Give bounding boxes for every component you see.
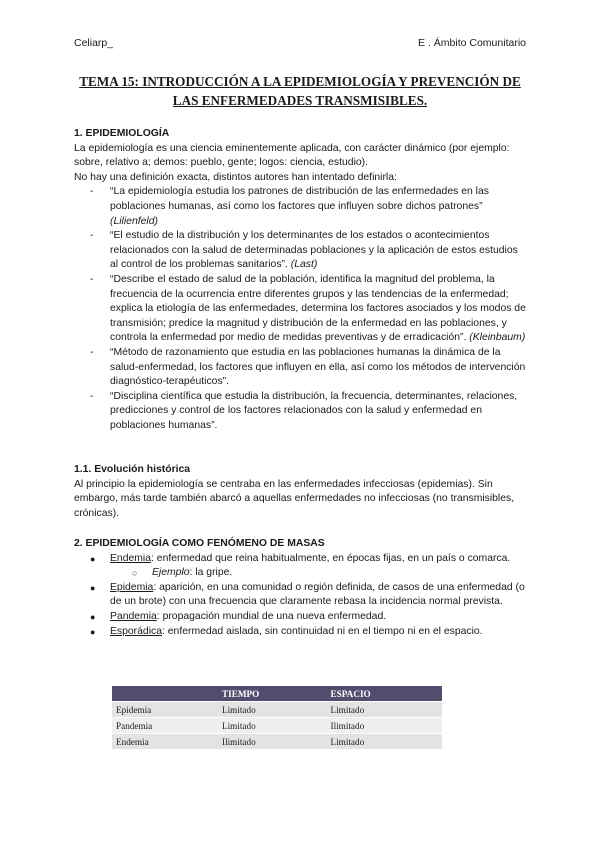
table-cell: Limitado <box>327 702 442 718</box>
definition-item <box>74 185 528 229</box>
table-cell: Epidemia <box>112 702 218 718</box>
title-line-2: LAS ENFERMEDADES TRANSMISIBLES. <box>172 93 428 108</box>
term-definition: : aparición, en una comunidad o región definida, de casos de una enfermedad (o de un brote) con una frecuencia que claramente rebasa la incidencia normal prevista. <box>110 581 525 608</box>
definition-text: “Disciplina científica que estudia la distribución, la frecuencia, determinantes, relaciones, predicciones y control de los factores relacionados con la salud y enfermedad en poblaciones humanas”. <box>110 390 518 431</box>
title-line-1: TEMA 15: INTRODUCCIÓN A LA EPIDEMIOLOGÍA Y PREVENCIÓN DE <box>79 74 521 89</box>
table-row <box>112 702 442 718</box>
term-name: Epidemia <box>110 581 154 593</box>
dash-marker: - <box>90 230 94 242</box>
bullet-marker: ● <box>90 626 96 637</box>
term-name: Endemia <box>110 552 152 564</box>
example-text: : la gripe. <box>189 567 233 579</box>
term-item <box>74 610 528 625</box>
epidemiology-table <box>112 686 442 749</box>
table-cell: Ilimitado <box>327 718 442 734</box>
document-title <box>60 72 540 110</box>
table-cell: Ilimitado <box>218 734 327 750</box>
section-1-intro: La epidemiología es una ciencia eminentemente aplicada, con carácter dinámico (por ejemplo: sobre, relativo a; demos: pueblo, gente; logos: ciencia, estudio). <box>74 142 510 169</box>
header-right: E . Ámbito Comunitario <box>418 37 526 49</box>
term-name: Esporádica <box>110 625 162 637</box>
section-epidemiologia <box>74 127 528 433</box>
example-item <box>74 566 528 581</box>
definition-text: “La epidemiología estudia los patrones de distribución de las enfermedades en las poblaciones humanas, así como los factores que influyen sobre dichos patrones” <box>110 186 489 212</box>
table-header-cell: ESPACIO <box>327 686 442 702</box>
example-label: Ejemplo <box>152 567 190 579</box>
section-evolucion <box>74 463 528 521</box>
definition-item <box>74 346 528 390</box>
bullet-marker: ● <box>90 553 96 564</box>
table-header-row <box>112 686 442 702</box>
subsection-heading: 1.1. Evolución histórica <box>74 464 191 475</box>
term-item <box>74 625 528 640</box>
bullet-marker: ● <box>90 582 96 593</box>
definition-item <box>74 273 528 346</box>
term-definition: : enfermedad que reina habitualmente, en épocas fijas, en un país o comarca. <box>151 552 511 564</box>
definition-text: “Método de razonamiento que estudia en las poblaciones humanas la dinámica de la salud-enfermedad, los factores que influyen en ella, así como los métodos de intervención diagnóstico-terapéuticos”. <box>110 346 526 388</box>
table-cell: Limitado <box>218 702 327 718</box>
term-name: Pandemia <box>110 610 157 622</box>
table-cell: Endemia <box>112 734 218 750</box>
definition-text: “El estudio de la distribución y los determinantes de los estados o acontecimientos relacionados con la salud de determinadas poblaciones y la aplicación de estos estudios al control de los problemas sanitarios”. <box>110 230 518 271</box>
section-1-heading: 1. EPIDEMIOLOGÍA <box>74 128 170 139</box>
sub-bullet-marker: ○ <box>132 568 138 579</box>
dash-marker: - <box>90 186 94 198</box>
term-definition: : enfermedad aislada, sin continuidad ni en el tiempo ni en el espacio. <box>161 625 483 637</box>
definition-author: (Last) <box>290 259 318 271</box>
table-cell: Pandemia <box>112 718 218 734</box>
dash-marker: - <box>90 346 94 358</box>
table-header-cell: TIEMPO <box>218 686 327 702</box>
term-item <box>74 581 528 610</box>
bullet-marker: ● <box>90 611 96 622</box>
definition-author: (Kleinbaum) <box>469 332 526 344</box>
term-definition: : propagación mundial de una nueva enfermedad. <box>156 610 387 622</box>
table-cell: Limitado <box>218 718 327 734</box>
dash-marker: - <box>90 273 94 285</box>
section-1-intro-2: No hay una definición exacta, distintos autores han intentado definirla: <box>74 171 397 183</box>
header-left: Celiarp_ <box>74 37 114 49</box>
term-item <box>74 552 528 567</box>
table-cell: Limitado <box>327 734 442 750</box>
section-2-heading: 2. EPIDEMIOLOGÍA COMO FENÓMENO DE MASAS <box>74 538 325 549</box>
definition-text: “Describe el estado de salud de la población, identifica la magnitud del problema, la frecuencia de la ocurrencia entre diferentes grupos y las tendencias de la enfermedad; explica la etiología de las enfermedades, determina los factores asociados y los modos de transmisión; predice la magnitud y distribución de la enfermedad en las poblaciones, y controla la enfermedad por medio de medidas preventivas y de erradicación”. <box>110 273 526 344</box>
definition-author: (Lilienfeld) <box>110 215 158 227</box>
table-header-cell <box>112 686 218 702</box>
dash-marker: - <box>90 390 94 402</box>
definition-item <box>74 229 528 273</box>
definition-item <box>74 390 528 434</box>
subsection-text: Al principio la epidemiología se centraba en las enfermedades infecciosas (epidemias). Sin embargo, más tarde también abarcó a aquellas enfermedades no infecciosas (no transmisibles, crónicas). <box>74 478 515 519</box>
section-fenomeno-masas <box>74 537 528 639</box>
table-row <box>112 718 442 734</box>
table-row <box>112 734 442 750</box>
